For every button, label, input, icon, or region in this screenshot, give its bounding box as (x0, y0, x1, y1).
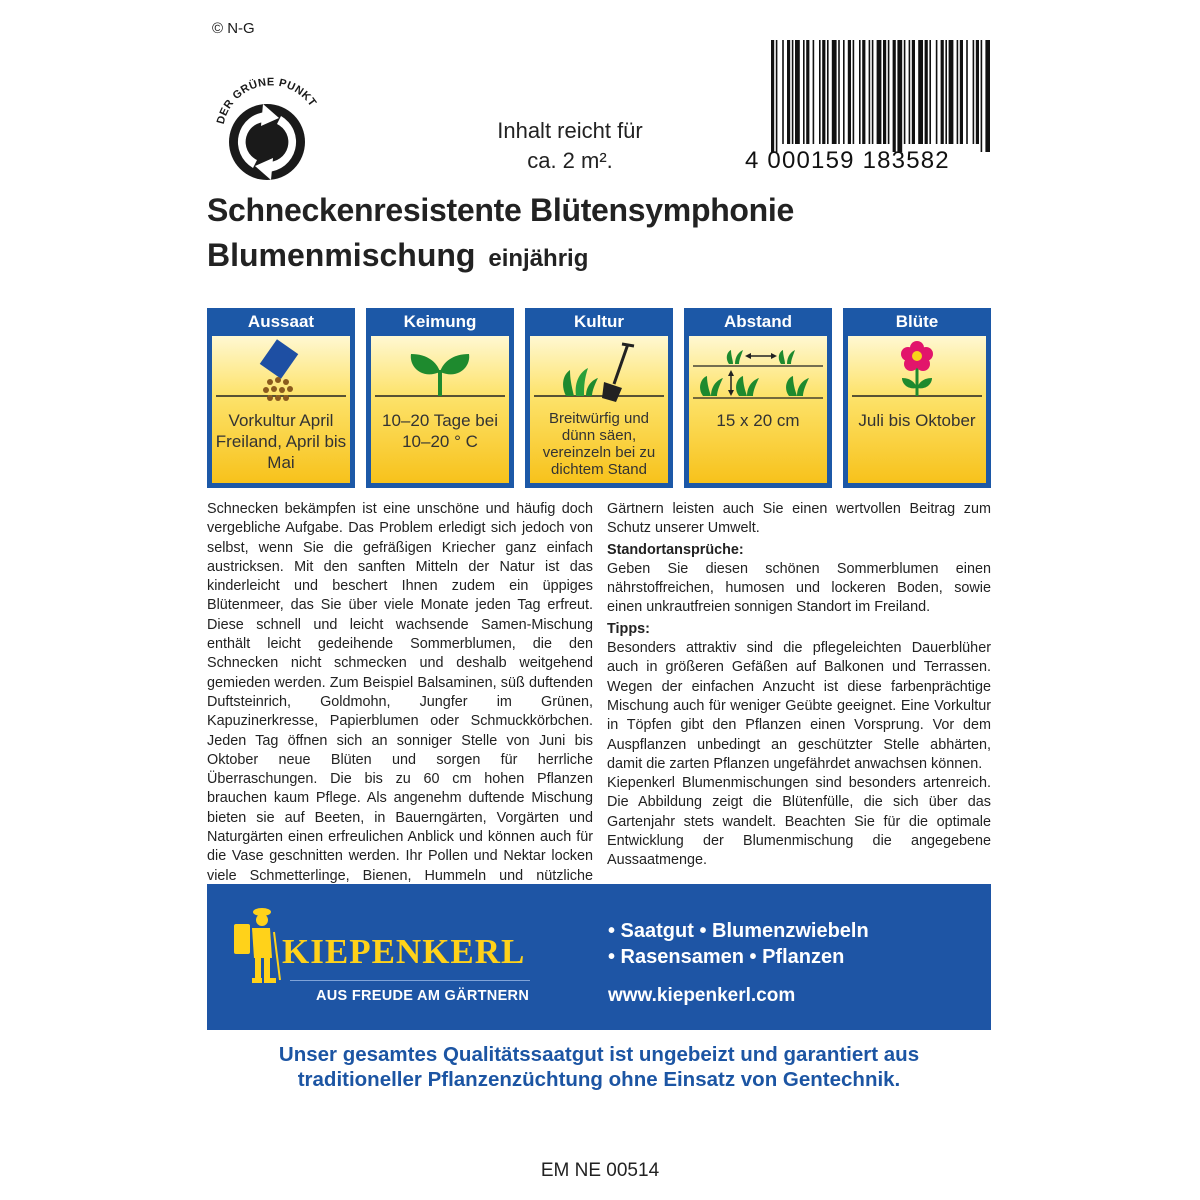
coverage-line-1: Inhalt reicht für (497, 118, 643, 143)
info-box-header: Aussaat (247, 312, 315, 331)
barcode-bar (859, 40, 861, 144)
description-left-column (207, 500, 593, 905)
barcode-bar (771, 40, 774, 152)
barcode-bar (897, 40, 902, 152)
info-box-text: 10–20 Tage bei 10–20 ° C (382, 411, 498, 451)
info-box-keimung (366, 308, 514, 488)
info-box-kultur (525, 308, 673, 488)
content-coverage-note (470, 116, 670, 176)
seed-packet-icon (212, 336, 350, 406)
product-subtitle: Blumenmischung (207, 237, 476, 273)
spacing-icon (689, 336, 827, 406)
barcode-bar (843, 40, 845, 144)
barcode-bar (936, 40, 938, 144)
barcode-bar (806, 40, 809, 144)
barcode-bar (941, 40, 944, 144)
product-qualifier: einjährig (488, 245, 589, 272)
product-range-line: • Rasensamen • Pflanzen (608, 946, 845, 968)
kiepenkerl-mascot-icon (228, 906, 284, 988)
info-box-text: 15 x 20 cm (716, 411, 800, 430)
info-box-text: Vorkultur April Freiland, April bis Mai (215, 411, 347, 472)
cultivation-info-boxes (207, 308, 991, 488)
closing-text: Kiepenkerl Blumenmischungen sind besonders artenreich. Die Abbildung zeigt die Blütenfülle, die sich über das Gartenjahr stets wandelt. Beachten Sie für die optimale Entwicklung der Blumenmischung die angegebene Aussaatmenge. (607, 775, 991, 869)
product-subtitle-line (207, 237, 588, 274)
description-right-column (607, 500, 991, 871)
barcode-bar (949, 40, 954, 144)
barcode-bar (883, 40, 886, 144)
brand-slogan: AUS FREUDE AM GÄRTNERN (316, 988, 530, 1004)
barcode-bar (966, 40, 968, 144)
info-box-header: Keimung (403, 312, 477, 331)
barcode-bar (776, 40, 778, 152)
barcode-bar (976, 40, 979, 144)
copyright-notice: © N-G (212, 20, 255, 37)
slogan-divider (290, 980, 530, 981)
barcode-bar (822, 40, 825, 144)
barcode-bar (795, 40, 800, 144)
barcode-bar (960, 40, 963, 144)
quality-note-line: traditioneller Pflanzenzüchtung ohne Einsatz von Gentechnik. (297, 1068, 901, 1091)
description-paragraph: Schnecken bekämpfen ist eine unschöne und häufig doch vergebliche Aufgabe. Das Problem erledigt sich jedoch von selbst, wenn Sie die gefräßigen Kriecher ganz einfach austricksen. Mit den sanften Mitteln der Natur ist das kinderleicht und beschert Ihnen zudem ein üppiges Blütenmeer, das Sie über viele Monate jeden Tag erfreut. Diese schnell und leicht wachsende Samen-Mischung enthält leicht gedeihende Sommerblumen, die den Schnecken nicht schmecken und deshalb weitgehend gemieden werden. Zum Beispiel Balsaminen, süß duftenden Duftsteinrich, Goldmohn, Jungfer im Grünen, Kapuzinerkresse, Papierblumen oder Schmuckkörbchen. Jeden Tag öffnen sich an sonniger Stelle von Juni bis Oktober neue Blüten und sorgen für herrliche Überraschungen. Die bis zu 60 cm hohen Pflanzen brauchen kaum Pflege. Als angenehm duftende Mischung bieten sie auf Beeten, in Bauerngärten, Vorgärten und Naturgärten einen erfreulichen Anblick und können auch für die Vase geschnitten werden. Ihr Pollen und Nektar locken viele Schmetterlinge, Bienen, Hummeln und nützliche (207, 501, 593, 884)
barcode-digits: 4 000159 183582 (745, 147, 950, 172)
site-requirements-text: Geben Sie diesen schönen Sommerblumen einen nährstoffreichen, humosen und lockeren Boden, sowie einen unkrautfreien sonnigen Standort im Freiland. (607, 560, 991, 616)
website-link[interactable]: www.kiepenkerl.com (608, 985, 796, 1006)
barcode-bar (925, 40, 928, 144)
barcode-bar (985, 40, 990, 152)
green-dot-logo (205, 60, 330, 185)
barcode-bar (838, 40, 840, 144)
coverage-line-2: ca. 2 m². (527, 148, 613, 173)
barcode-bar (848, 40, 851, 144)
barcode-bar (853, 40, 855, 144)
info-box-text: Breitwürfig und dünn säen, vereinzeln bei zu dichtem Stand (542, 410, 656, 478)
barcode-bar (904, 40, 906, 144)
barcode-bar (862, 40, 865, 144)
brand-name: KIEPENKERL (282, 932, 526, 971)
barcode-bar (957, 40, 959, 144)
barcode-bar (869, 40, 871, 144)
info-box-header: Blüte (895, 312, 939, 331)
green-dot-label: DER GRÜNE PUNKT (214, 76, 319, 126)
info-box-header: Abstand (724, 312, 792, 331)
quality-note (207, 1042, 991, 1092)
barcode-bar (832, 40, 837, 144)
barcode (745, 40, 990, 172)
barcode-bar (888, 40, 890, 144)
flower-icon (848, 336, 986, 406)
seedling-icon (371, 336, 509, 406)
barcode-bar (929, 40, 931, 144)
barcode-bar (827, 40, 829, 144)
barcode-bar (973, 40, 975, 144)
barcode-bar (893, 40, 896, 152)
barcode-bar (872, 40, 874, 144)
article-code: EM NE 00514 (540, 1160, 660, 1181)
barcode-bar (918, 40, 923, 144)
barcode-bar (819, 40, 821, 144)
barcode-bar (787, 40, 790, 144)
info-box-header: Kultur (573, 312, 625, 331)
tips-heading: Tipps: (607, 620, 650, 637)
info-box-abstand (684, 308, 832, 488)
barcode-bar (945, 40, 947, 144)
spade-icon (530, 336, 668, 406)
product-range-list (608, 918, 869, 970)
barcode-bar (877, 40, 882, 144)
barcode-bar (792, 40, 794, 144)
info-box-bluete (843, 308, 991, 488)
info-box-text: Juli bis Oktober (858, 411, 976, 430)
quality-note-line: Unser gesamtes Qualitätssaatgut ist ungebeizt und garantiert aus (278, 1043, 920, 1066)
info-box-aussaat (207, 308, 355, 488)
barcode-bar (813, 40, 815, 144)
barcode-bar (909, 40, 911, 144)
barcode-bar (912, 40, 915, 144)
product-title: Schneckenresistente Blütensymphonie (207, 192, 795, 228)
site-requirements-heading: Standortansprüche: (607, 541, 744, 558)
description-paragraph: Gärtnern leisten auch Sie einen wertvollen Beitrag zum Schutz unserer Umwelt. (607, 501, 991, 537)
tips-text: Besonders attraktiv sind die pflegeleichten Dauerblüher auch in größeren Gefäßen auf Balkonen und Terrassen. Wegen der einfachen Anzucht ist diese farbenprächtige Mischung auch für weniger Geübte geeignet. Eine Vorkultur in Töpfen gibt den Pflanzen einen Vorsprung. Vor dem Auspflanzen unbedingt an geschützter Stelle abhärten, damit die zarten Pflanzen ungefährdet anwachsen können. (607, 640, 991, 772)
barcode-bar (981, 40, 983, 152)
product-range-line: • Saatgut • Blumenzwiebeln (608, 920, 869, 942)
barcode-bar (782, 40, 784, 144)
barcode-bar (803, 40, 805, 144)
